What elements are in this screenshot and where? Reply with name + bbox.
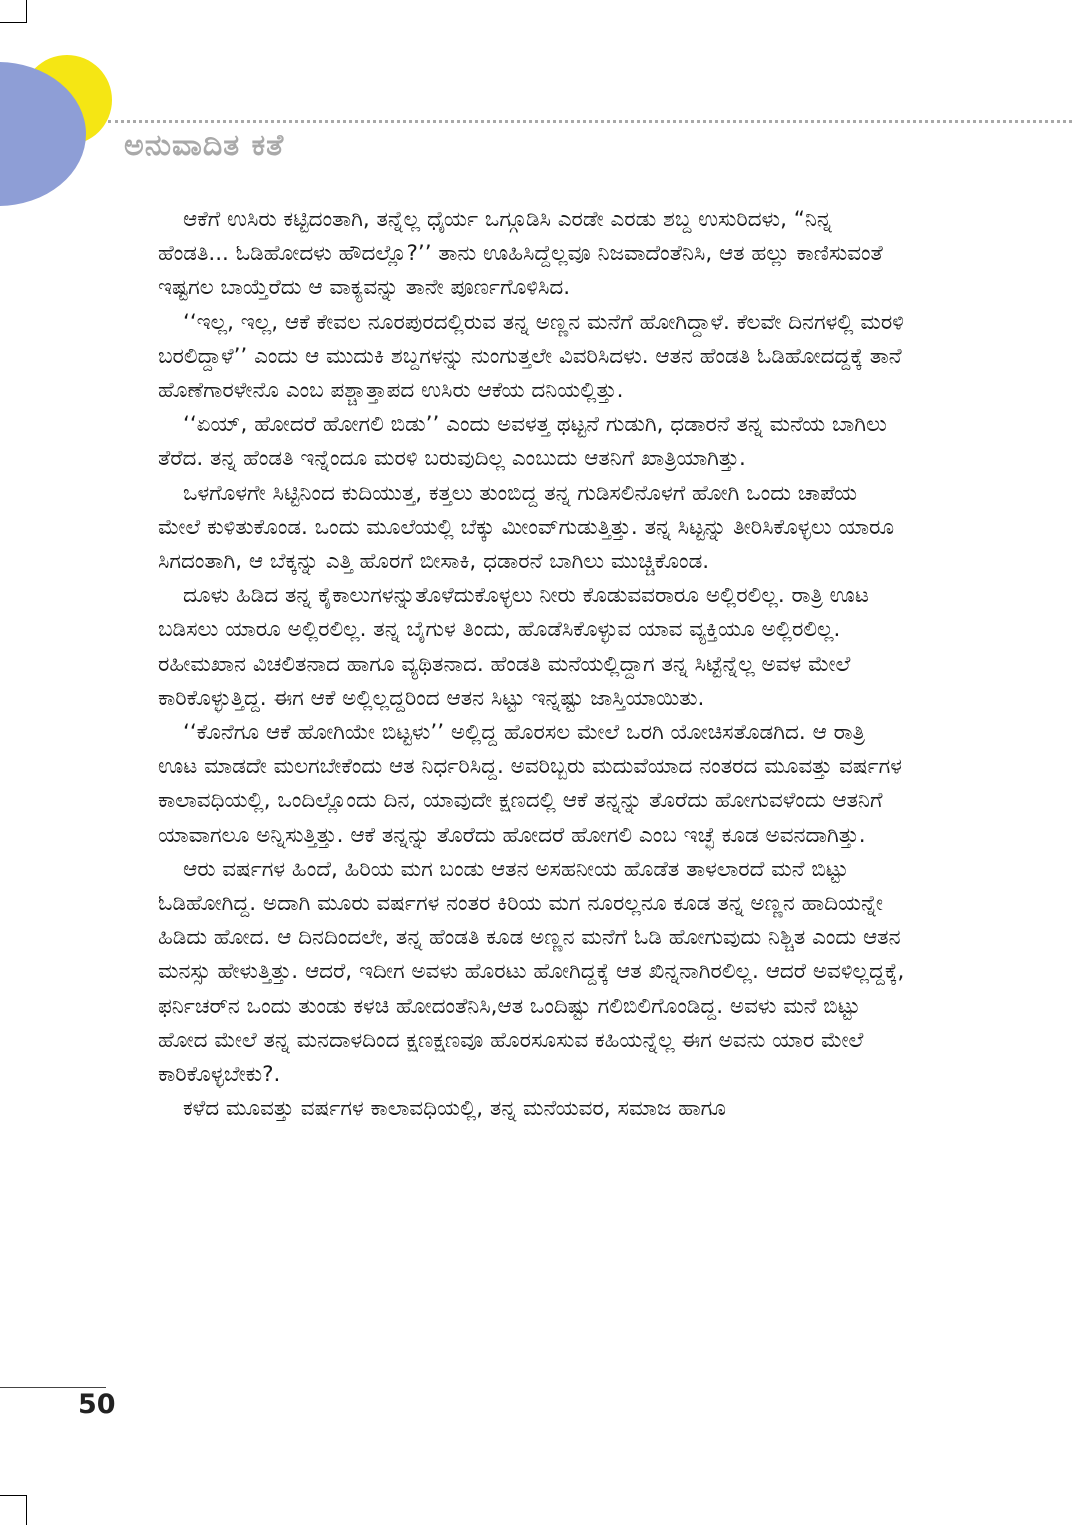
paragraph: ದೂಳು ಹಿಡಿದ ತನ್ನ ಕೈಕಾಲುಗಳನ್ನುತೊಳೆದುಕೊಳ್ಳಲು ನೀರು ಕೊಡುವವರಾರೂ ಅಲ್ಲಿರಲಿಲ್ಲ. ರಾತ್ರಿ ಊಟ ಬಡಿಸಲು ಯಾರೂ ಅಲ್ಲಿರಲಿಲ್ಲ. ತನ್ನ ಬೈಗುಳ ತಿಂದು, ಹೊಡೆಸಿಕೊಳ್ಳುವ ಯಾವ ವ್ಯಕ್ತಿಯೂ ಅಲ್ಲಿರಲಿಲ್ಲ. ರಹೀಮಖಾನ ವಿಚಲಿತನಾದ ಹಾಗೂ ವ್ಯಥಿತನಾದ. ಹೆಂಡತಿ ಮನೆಯಲ್ಲಿದ್ದಾಗ ತನ್ನ ಸಿಟ್ಟೆನ್ನೆಲ್ಲ ಅವಳ ಮೇಲೆ ಕಾರಿಕೊಳ್ಳುತ್ತಿದ್ದ. ಈಗ ಆಕೆ ಅಲ್ಲಿಲ್ಲದ್ದರಿಂದ ಆತನ ಸಿಟ್ಟು ಇನ್ನಷ್ಟು ಜಾಸ್ತಿಯಾಯಿತು. [158,583,869,711]
crop-mark-bottom-horizontal [0,1495,27,1496]
section-title: ಅನುವಾದಿತ ಕತೆ [124,128,285,163]
paragraph: ಒಳಗೊಳಗೇ ಸಿಟ್ಟಿನಿಂದ ಕುದಿಯುತ್ತ, ಕತ್ತಲು ತುಂಬಿದ್ದ ತನ್ನ ಗುಡಿಸಲಿನೊಳಗೆ ಹೋಗಿ ಒಂದು ಚಾಪೆಯ ಮೇಲೆ ಕುಳಿತುಕೊಂಡ. ಒಂದು ಮೂಲೆಯಲ್ಲಿ ಬೆಕ್ಕು ಮೀಂವ್‌ಗುಡುತ್ತಿತ್ತು. ತನ್ನ ಸಿಟ್ಟನ್ನು ತೀರಿಸಿಕೊಳ್ಳಲು ಯಾರೂ ಸಿಗದಂತಾಗಿ, ಆ ಬೆಕ್ಕನ್ನು ಎತ್ತಿ ಹೊರಗೆ ಬೀಸಾಕಿ, ಧಡಾರನೆ ಬಾಗಿಲು ಮುಚ್ಚಿಕೊಂಡ. [158,480,895,575]
paragraph: ‘‘ಏಯ್, ಹೋದರೆ ಹೋಗಲಿ ಬಿಡು’’ ಎಂದು ಅವಳತ್ತ ಥಟ್ಟನೆ ಗುಡುಗಿ, ಧಡಾರನೆ ತನ್ನ ಮನೆಯ ಬಾಗಿಲು ತೆರೆದ. ತನ್ನ ಹೆಂಡತಿ ಇನ್ನೆಂದೂ ಮರಳಿ ಬರುವುದಿಲ್ಲ ಎಂಬುದು ಆತನಿಗೆ ಖಾತ್ರಿಯಾಗಿತ್ತು. [158,412,887,472]
paragraph: ಆರು ವರ್ಷಗಳ ಹಿಂದೆ, ಹಿರಿಯ ಮಗ ಬಂಡು ಆತನ ಅಸಹನೀಯ ಹೊಡೆತ ತಾಳಲಾರದೆ ಮನೆ ಬಿಟ್ಟು ಓಡಿಹೋಗಿದ್ದ. ಅದಾಗಿ ಮೂರು ವರ್ಷಗಳ ನಂತರ ಕಿರಿಯ ಮಗ ನೂರಲ್ಲನೂ ಕೂಡ ತನ್ನ ಅಣ್ಣನ ಹಾದಿಯನ್ನೇ ಹಿಡಿದು ಹೋದ. ಆ ದಿನದಿಂದಲೇ, ತನ್ನ ಹೆಂಡತಿ ಕೂಡ ಅಣ್ಣನ ಮನೆಗೆ ಓಡಿ ಹೋಗುವುದು ನಿಶ್ಚಿತ ಎಂದು ಆತನ ಮನಸ್ಸು ಹೇಳುತ್ತಿತ್ತು. ಆದರೆ, ಇದೀಗ ಅವಳು ಹೊರಟು ಹೋಗಿದ್ದಕ್ಕೆ ಆತ ಖಿನ್ನನಾಗಿರಲಿಲ್ಲ. ಆದರೆ ಅವಳಿಲ್ಲದ್ದಕ್ಕೆ, ಫರ್ನಿಚರ್‌ನ ಒಂದು ತುಂಡು ಕಳಚಿ ಹೋದಂತೆನಿಸಿ,ಆತ ಒಂದಿಷ್ಟು ಗಲಿಬಿಲಿಗೊಂಡಿದ್ದ. ಅವಳು ಮನೆ ಬಿಟ್ಟು ಹೋದ ಮೇಲೆ ತನ್ನ ಮನದಾಳದಿಂದ ಕ್ಷಣಕ್ಷಣವೂ ಹೊರಸೂಸುವ ಕಹಿಯನ್ನೆಲ್ಲ ಈಗ ಅವನು ಯಾರ ಮೇಲೆ ಕಾರಿಕೊಳ್ಳಬೇಕು?. [158,856,905,1088]
paragraph: ‘‘ಕೊನೆಗೂ ಆಕೆ ಹೋಗಿಯೇ ಬಿಟ್ಟಳು’’ ಅಲ್ಲಿದ್ದ ಹೊರಸಲ ಮೇಲೆ ಒರಗಿ ಯೋಚಿಸತೊಡಗಿದ. ಆ ರಾತ್ರಿ ಊಟ ಮಾಡದೇ ಮಲಗಬೇಕೆಂದು ಆತ ನಿರ್ಧರಿಸಿದ್ದ. ಅವರಿಬ್ಬರು ಮದುವೆಯಾದ ನಂತರದ ಮೂವತ್ತು ವರ್ಷಗಳ ಕಾಲಾವಧಿಯಲ್ಲಿ, ಒಂದಿಲ್ಲೊಂದು ದಿನ, ಯಾವುದೇ ಕ್ಷಣದಲ್ಲಿ ಆಕೆ ತನ್ನನ್ನು ತೊರೆದು ಹೋಗುವಳೆಂದು ಆತನಿಗೆ ಯಾವಾಗಲೂ ಅನ್ನಿಸುತ್ತಿತ್ತು. ಆಕೆ ತನ್ನನ್ನು ತೊರೆದು ಹೋದರೆ ಹೋಗಲಿ ಎಂಬ ಇಚ್ಛೆ ಕೂಡ ಅವನದಾಗಿತ್ತು. [158,720,902,848]
crop-mark-top-vertical [26,0,27,22]
footer-rule [0,1387,106,1388]
page-number: 50 [78,1389,116,1420]
paragraph: ‘‘ಇಲ್ಲ, ಇಲ್ಲ, ಆಕೆ ಕೇವಲ ನೂರಪುರದಲ್ಲಿರುವ ತನ್ನ ಅಣ್ಣನ ಮನೆಗೆ ಹೋಗಿದ್ದಾಳೆ. ಕೆಲವೇ ದಿನಗಳಲ್ಲಿ ಮರಳಿ ಬರಲಿದ್ದಾಳೆ’’ ಎಂದು ಆ ಮುದುಕಿ ಶಬ್ದಗಳನ್ನು ನುಂಗುತ್ತಲೇ ವಿವರಿಸಿದಳು. ಆತನ ಹೆಂಡತಿ ಓಡಿಹೋದದ್ದಕ್ಕೆ ತಾನೆ ಹೊಣೆಗಾರಳೇನೊ ಎಂಬ ಪಶ್ಚಾತ್ತಾಪದ ಉಸಿರು ಆಕೆಯ ದನಿಯಲ್ಲಿತ್ತು. [158,309,904,404]
crop-mark-bottom-vertical [26,1495,27,1525]
header-dotted-rule [108,120,1072,123]
crop-mark-top-horizontal [0,22,27,23]
paragraph: ಆಕೆಗೆ ಉಸಿರು ಕಟ್ಟಿದಂತಾಗಿ, ತನ್ನೆಲ್ಲ ಧೈರ್ಯ ಒಗ್ಗೂಡಿಸಿ ಎರಡೇ ಎರಡು ಶಬ್ದ ಉಸುರಿದಳು, “ನಿನ್ನ ಹೆಂಡತಿ... ಓಡಿಹೋದಳು ಹೌದಲ್ಲೊ?’’ ತಾನು ಊಹಿಸಿದ್ದೆಲ್ಲವೂ ನಿಜವಾದೆಂತೆನಿಸಿ, ಆತ ಹಲ್ಲು ಕಾಣಿಸುವಂತೆ ಇಷ್ಟಗಲ ಬಾಯ್ತೆರೆದು ಆ ವಾಕ್ಯವನ್ನು ತಾನೇ ಪೂರ್ಣಗೊಳಿಸಿದ. [158,207,883,301]
story-body [158,203,906,1126]
paragraph: ಕಳೆದ ಮೂವತ್ತು ವರ್ಷಗಳ ಕಾಲಾವಧಿಯಲ್ಲಿ, ತನ್ನ ಮನೆಯವರ, ಸಮಾಜ ಹಾಗೂ [183,1096,727,1122]
